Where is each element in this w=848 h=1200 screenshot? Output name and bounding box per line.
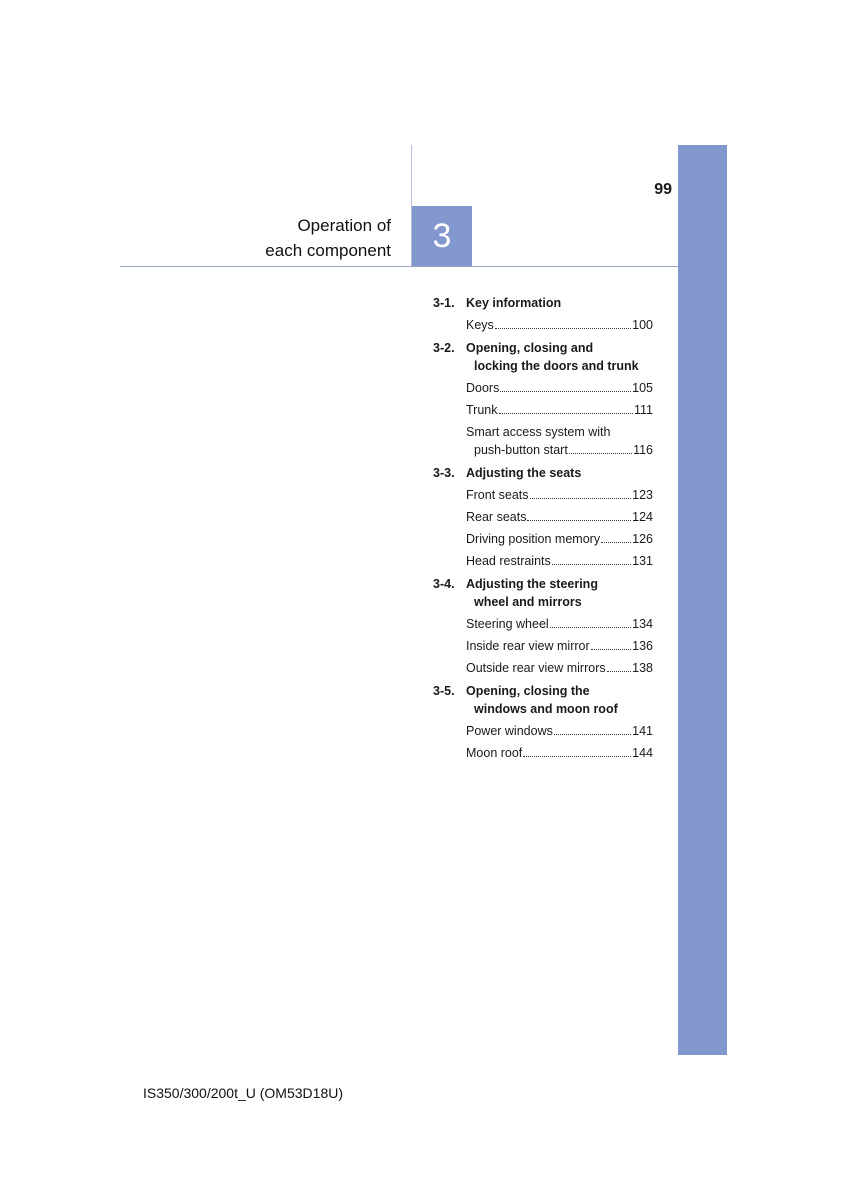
toc-dot-leader	[500, 390, 631, 392]
toc-entry-page-number: 131	[632, 554, 653, 568]
toc-section-title-line1: Opening, closing the	[466, 684, 590, 698]
toc-entry[interactable]	[466, 552, 653, 570]
toc-entry-label: Doors	[466, 381, 500, 395]
toc-dot-leader	[527, 519, 631, 521]
toc-entry-page-number: 124	[632, 510, 653, 524]
toc-entry[interactable]	[466, 379, 653, 397]
toc-section-title-line2: locking the doors and trunk	[474, 359, 639, 373]
toc-section	[433, 464, 653, 570]
toc-entry[interactable]	[466, 486, 653, 504]
toc-entry-label: Trunk	[466, 403, 498, 417]
toc-entry[interactable]	[466, 530, 653, 548]
toc-section-title	[466, 464, 653, 482]
toc-entry-label: Keys	[466, 318, 494, 332]
toc-section-title	[466, 575, 653, 611]
chapter-number-badge: 3	[412, 206, 472, 266]
toc-entry-label: Moon roof	[466, 746, 523, 760]
toc-entry[interactable]	[466, 722, 653, 740]
toc-entry-label: Head restraints	[466, 554, 551, 568]
toc-entry[interactable]	[466, 744, 653, 762]
toc-entry-label: Inside rear view mirror	[466, 639, 590, 653]
toc-section-title-line1: Adjusting the steering	[466, 577, 598, 591]
toc-section-title-line1: Opening, closing and	[466, 341, 594, 355]
toc-section-heading[interactable]	[433, 294, 653, 312]
toc-dot-leader	[569, 452, 632, 454]
toc-entry[interactable]	[466, 637, 653, 655]
toc-section-number: 3-3.	[433, 466, 455, 480]
toc-section-number: 3-1.	[433, 296, 455, 310]
toc-dot-leader	[554, 733, 631, 735]
toc-dot-leader	[552, 563, 631, 565]
toc-section-title-line2: windows and moon roof	[474, 702, 618, 716]
toc-entry-page-number: 136	[632, 639, 653, 653]
chapter-title	[265, 213, 391, 263]
toc-dot-leader	[591, 648, 632, 650]
chapter-title-line2: each component	[265, 241, 391, 260]
toc-entry-label: Power windows	[466, 724, 553, 738]
toc-dot-leader	[495, 327, 631, 329]
toc-entry[interactable]	[466, 615, 653, 633]
toc-entry-page-number: 111	[633, 403, 653, 417]
toc-section-heading[interactable]	[433, 575, 653, 611]
toc-dot-leader	[530, 497, 632, 499]
toc-section-title	[466, 294, 653, 312]
table-of-contents	[433, 294, 653, 767]
toc-entry[interactable]	[466, 423, 653, 459]
toc-entry-label: Steering wheel	[466, 617, 549, 631]
toc-entry-label: Front seats	[466, 488, 529, 502]
toc-entry-label: Outside rear view mirrors	[466, 661, 606, 675]
toc-section	[433, 682, 653, 762]
toc-section-heading[interactable]	[433, 464, 653, 482]
page-number: 99	[654, 181, 672, 198]
toc-section	[433, 339, 653, 459]
toc-entry[interactable]	[466, 316, 653, 334]
toc-entry-page-number: 141	[632, 724, 653, 738]
toc-entry-label: push-button start	[474, 443, 568, 457]
toc-entry-page-number: 126	[632, 532, 653, 546]
toc-entry-label: Driving position memory	[466, 532, 601, 546]
toc-section-heading[interactable]	[433, 682, 653, 718]
toc-section-number: 3-4.	[433, 577, 455, 591]
toc-section-number: 3-2.	[433, 341, 455, 355]
toc-entry[interactable]	[466, 659, 653, 677]
toc-dot-leader	[601, 541, 631, 543]
toc-entry-page-number: 138	[632, 661, 653, 675]
toc-entry-label-line1: Smart access system with	[466, 425, 611, 439]
header-horizontal-rule	[120, 266, 678, 267]
chapter-title-line1: Operation of	[297, 216, 391, 235]
toc-entry-page-number: 116	[633, 443, 653, 457]
toc-entry-page-number: 144	[632, 746, 653, 760]
toc-section	[433, 294, 653, 334]
toc-dot-leader	[499, 412, 633, 414]
toc-entry-page-number: 123	[632, 488, 653, 502]
toc-entry[interactable]	[466, 401, 653, 419]
toc-section-title-line2: wheel and mirrors	[474, 595, 582, 609]
toc-entry-page-number: 100	[632, 318, 653, 332]
chapter-side-tab	[678, 145, 727, 1055]
toc-entry-label: Rear seats	[466, 510, 527, 524]
toc-dot-leader	[550, 626, 631, 628]
toc-dot-leader	[523, 755, 631, 757]
toc-section-title	[466, 682, 653, 718]
toc-dot-leader	[607, 670, 632, 672]
toc-section-heading[interactable]	[433, 339, 653, 375]
toc-section	[433, 575, 653, 677]
toc-section-title-line1: Adjusting the seats	[466, 466, 582, 480]
toc-section-number: 3-5.	[433, 684, 455, 698]
toc-entry[interactable]	[466, 508, 653, 526]
toc-section-title	[466, 339, 653, 375]
toc-entry-page-number: 134	[632, 617, 653, 631]
toc-section-title-line1: Key information	[466, 296, 562, 310]
toc-entry-page-number: 105	[632, 381, 653, 395]
footer-model-code: IS350/300/200t_U (OM53D18U)	[143, 1085, 343, 1101]
